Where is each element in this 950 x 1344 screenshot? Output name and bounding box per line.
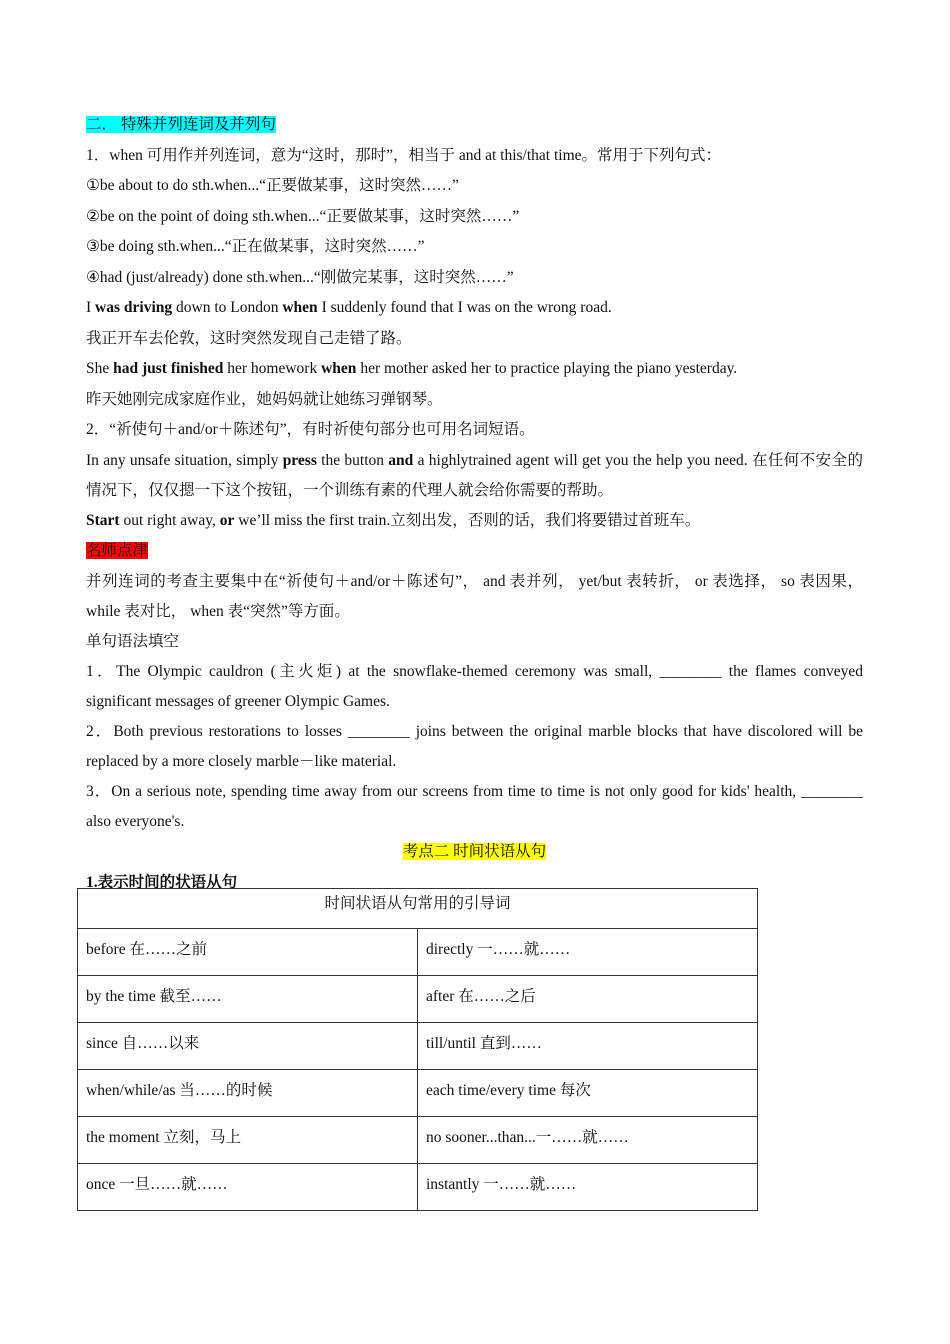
conjunction-table bbox=[77, 888, 758, 1211]
pattern-4: ④had (just/already) done sth.when...“刚做完某事，这时突然……” bbox=[86, 268, 514, 286]
table-cell: by the time 截至…… bbox=[78, 976, 418, 1023]
question-1: 1．The Olympic cauldron (主火炬) at the snowflake-themed ceremony was small, ________ the flames conveyed significant messages of greener Olympic Games. bbox=[86, 657, 863, 717]
tip-text: 并列连词的考查主要集中在“祈使句＋and/or＋陈述句”， and 表并列， yet/but 表转折， or 表选择， so 表因果， while 表对比， when 表“突然”等方面。 bbox=[86, 572, 863, 620]
table-cell: directly 一……就…… bbox=[418, 929, 758, 976]
tip-label: 名师点津 bbox=[86, 542, 149, 559]
question-3: 3．On a serious note, spending time away from our screens from time to time is not only good for kids' health, ________ also everyone's. bbox=[86, 777, 863, 837]
table-cell: each time/every time 每次 bbox=[418, 1070, 758, 1117]
pattern-3: ③be doing sth.when...“正在做某事，这时突然……” bbox=[86, 238, 425, 255]
table-cell: till/until 直到…… bbox=[418, 1023, 758, 1070]
document-body bbox=[86, 110, 863, 898]
section-heading: 二． 特殊并列连词及并列句 bbox=[86, 116, 276, 133]
table-cell: the moment 立刻，马上 bbox=[78, 1117, 418, 1164]
table-row bbox=[78, 1164, 758, 1211]
item-2: 2．“祈使句＋and/or＋陈述句”，有时祈使句部分也可用名词短语。 bbox=[86, 421, 535, 438]
table-cell: before 在……之前 bbox=[78, 929, 418, 976]
answer-blank: ________ bbox=[801, 783, 863, 800]
answer-blank: ________ bbox=[659, 663, 722, 680]
pattern-1: ①be about to do sth.when...“正要做某事，这时突然……” bbox=[86, 177, 459, 194]
answer-blank: ________ bbox=[347, 723, 410, 740]
table-row bbox=[78, 1023, 758, 1070]
example-2-translation: 昨天她刚完成家庭作业，她妈妈就让她练习弹钢琴。 bbox=[86, 390, 443, 408]
table-cell: instantly 一……就…… bbox=[418, 1164, 758, 1211]
table-row bbox=[78, 929, 758, 976]
point-heading: 考点二 时间状语从句 bbox=[402, 843, 547, 860]
exercise-title: 单句语法填空 bbox=[86, 632, 180, 650]
table-row bbox=[78, 976, 758, 1023]
example-1: I was driving down to London when I suddenly found that I was on the wrong road. bbox=[86, 299, 612, 316]
example-1-translation: 我正开车去伦敦，这时突然发现自己走错了路。 bbox=[86, 329, 412, 347]
table-cell: no sooner...than...一……就…… bbox=[418, 1117, 758, 1164]
question-2: 2．Both previous restorations to losses ________ joins between the original marble blocks that have discolored will be replaced by a more closely marble－like material. bbox=[86, 717, 863, 777]
table-cell: once 一旦……就…… bbox=[78, 1164, 418, 1211]
table-header: 时间状语从句常用的引导词 bbox=[78, 889, 758, 929]
table-header-row bbox=[78, 889, 758, 929]
pattern-2: ②be on the point of doing sth.when...“正要做某事，这时突然……” bbox=[86, 207, 520, 225]
table-cell: since 自……以来 bbox=[78, 1023, 418, 1070]
example-3: In any unsafe situation, simply press the button and a highlytrained agent will get you the help you need. 在任何不安全的情况下，仅仅摁一下这个按钮，一个训练有素的代理人就会给你需要的帮助。 bbox=[86, 451, 863, 499]
table-row bbox=[78, 1070, 758, 1117]
table-cell: when/while/as 当……的时候 bbox=[78, 1070, 418, 1117]
table-row bbox=[78, 1117, 758, 1164]
point-subheading: 1.表示时间的状语从句 bbox=[86, 873, 238, 891]
example-4: Start out right away, or we’ll miss the first train.立刻出发，否则的话，我们将要错过首班车。 bbox=[86, 511, 701, 529]
item-1: 1．when 可用作并列连词，意为“这时，那时”，相当于 and at this/that time。常用于下列句式： bbox=[86, 146, 722, 164]
example-2: She had just finished her homework when her mother asked her to practice playing the piano yesterday. bbox=[86, 360, 738, 377]
table-cell: after 在……之后 bbox=[418, 976, 758, 1023]
